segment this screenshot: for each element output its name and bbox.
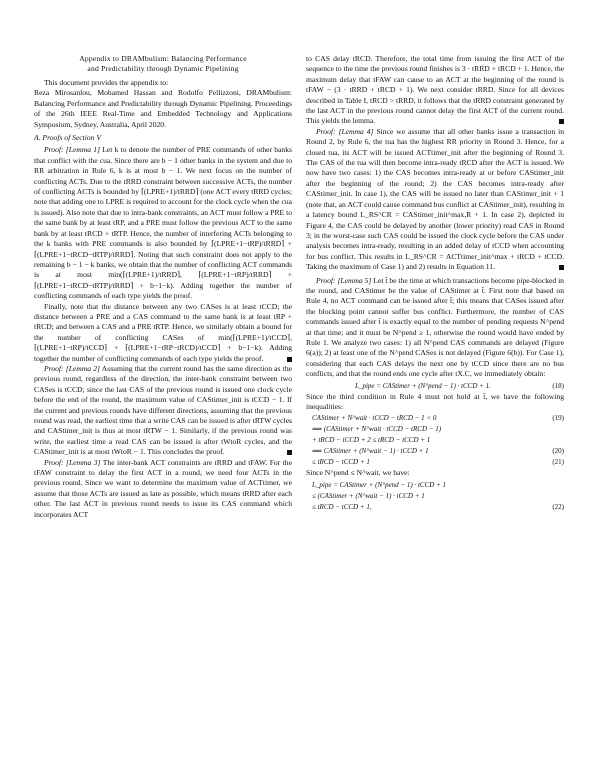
equation-19-line <box>306 413 564 423</box>
equation-18 <box>306 381 564 391</box>
left-column <box>34 54 292 520</box>
proof-head: Proof: [Lemma 5] <box>316 275 372 285</box>
equation-expr: L_pipe = CAStimer + (N^pend − 1) · tCCD + 1 <box>312 480 447 489</box>
qed-symbol <box>559 265 564 270</box>
equation-22-line <box>306 491 564 501</box>
equation-expr: ⟹ CAStimer + (N^wait − 1) · tCCD + 1 <box>312 447 429 456</box>
proof-head: Proof: [Lemma 1] <box>44 145 101 155</box>
equation-expr: ≤ tRCD − tCCD + 1 <box>312 458 370 467</box>
equation-expr: CAStimer + N^wait · tCCD − tRCD − 1 < 0 <box>312 414 437 423</box>
text-after-eq18: Since the third condition in Rule 4 must not hold at t̂, we have the following inequalities: <box>306 391 564 411</box>
equation-22 <box>306 502 564 512</box>
intro-citation: Reza Mirosanlou, Mohamed Hassan and Rodolfo Pellizzoni, DRAMbulism: Balancing Performance and Predictability through Dynamic Pipelining. Proceedings of the 26th IEEE Real-Time and Embedded Technology and Applications Symposium, Sydney, Australia, April 2020. <box>34 88 292 129</box>
equation-number: (19) <box>552 414 564 423</box>
equation-number: (18) <box>552 381 564 390</box>
paragraph-text: The inter-bank ACT constraints are tRRD and tFAW. For the tFAW constraint to delay the first ACT in a round, we need four ACTs in the previous round. Since we want to determine the maximum value of ACTtimer, we assume that those ACTs are issued as late as possible, which means tRRD after each other. The last ACT in previous round needs to issue its CAS command which incorporates ACT <box>34 457 292 519</box>
paragraph-text: Let k to denote the number of PRE commands of other banks that conflict with the cua. Since there are b − 1 other banks in the system and due to RR arbitration in Rule 6, k is at most b − 1. We next focus on the number of conflicting ACTs. Due to the tRRD constraint between successive ACTs, the number of conflicting ACTs is bounded by ⌈(LPRE+1)/tRRD⌉ (one ACT every tRRD cycles; note that adding one to LPRE is required to account for the clock cycle when the cua is issued). Also note that due to intra-bank constraints, an ACT must follow a PRE to the same bank by at least tRP, and a PRE must follow the previous ACT to the same bank by at least tRCD + tRTP. Hence, the number of interfering ACTs belonging to the k banks with PRE commands is also bounded by ⌈(LPRE+1−tRP)/tRRD⌉ + ⌈(LPRE+1−tRCD−tRTP)/tRRD⌉. Noting that such constraint does not apply to the remaining b − 1 − k banks, we obtain that the number of conflicting ACT commands is at most min(⌈(LPRE+1)/tRRD⌉, ⌈(LPRE+1−tRP)/tRRD⌉ + ⌈(LPRE+1−tRCD−tRTP)/tRRD⌉ + b−1−k). Adding together the number of conflicting commands of each type yields the proof. <box>34 145 292 301</box>
title-line-1: Appendix to DRAMbulism: Balancing Performance <box>79 54 247 63</box>
proof-head: Proof: [Lemma 3] <box>44 457 101 467</box>
equation-19-line <box>306 424 564 434</box>
appendix-title <box>34 54 292 74</box>
equation-22-line <box>306 480 564 490</box>
qed-symbol <box>559 119 564 124</box>
equation-expr: ≤ (CAStimer + (N^wait − 1) · tCCD + 1 <box>312 491 425 500</box>
proof-head: Proof: [Lemma 4] <box>316 126 374 136</box>
equation-expr: L_pipe = CAStimer + (N^pend − 1) · tCCD + 1. <box>355 381 491 390</box>
equation-20 <box>306 446 564 456</box>
left-paragraph <box>34 458 292 520</box>
paragraph-text: Assuming that the current round has the same direction as the previous round, regardless of the direction, the inter-bank constraint between two CASes is tCCD; since the last CAS of the previous round is issued one clock cycle before the end of the round, the maximum value of CAStimer_init is tCCD − 1. If the current and previous rounds have different directions, assuming that the previous round was read, the earliest time that a write CAS can be issued is after tRTW cycles and CAStimer_init is thus at most tRTW − 1. Similarly, if the previous round was write, the earliest time a read CAS can be issued is after tWtoR cycles, and the CAStimer_init is at most tWtoR − 1. This concludes the proof. <box>34 363 292 457</box>
paragraph-text: Let t̂ be the time at which transactions become pipe-blocked in the round, and CAStimer be the value of CAStimer at t̂. First note that based on Rule 4, no ACT command can be issued after t̂; this means that CASes issued after the blocking point cannot suffer bus conflict. Furthermore, the number of CAS commands issued after t̂ is exactly equal to the number of pending requests N^pend at that time; and it must be N^pend ≥ 1, otherwise the round would have ended by Rule 1. We analyze two cases: 1) all N^pend CAS commands are delayed (Figure 6(a)); 2) at least one of the N^pend CASes is not delayed (Figure 6(b)). For Case 1), considering that each CAS delays the next one by tCCD since there are no bus conflicts, and that the round ends one cycle after tX.C, we immediately obtain: <box>306 275 564 379</box>
paragraph-text: to CAS delay tRCD. Therefore, the total time from issuing the first ACT of the sequence to the time the previous round finishes is 3 · tRRD + tRCD + 1. Hence, the maximum delay that tFAW can cause to an ACT at the beginning of the round is tFAW − (3 · tRRD + tRCD + 1). We next consider tRRD. Since for all devices described in Table I, tRCD > tRRD, it follows that the tRRD constraint generated by the last ACT in the previous round cannot delay the first ACT of the current round. This yields the lemma. <box>306 54 564 126</box>
equation-19-line <box>306 435 564 445</box>
equation-expr: + tRCD − tCCD + 2 ≤ tRCD − tCCD + 1 <box>312 436 431 445</box>
equation-expr: ≤ tRCD − tCCD + 1, <box>312 502 372 511</box>
paragraph-text: Since we assume that all other banks issue a transaction in Round 2, by Rule 6, the tua has the highest RR priority in Round 3. Hence, for a closed tua, its ACT will be issued ACTtimer_init after the beginning of Round 3. The CAS of the tua will then become intra-ready tRCD after the ACT is issued. We now have two cases: 1) the CAS becomes intra-ready at or before CAStimer_init after the beginning of the round; 2) the CAS becomes intra-ready after CAStimer_init. In case 1), the CAS will be issued no later than CAStimer_init + 1 (note that, an ACT could cause command bus conflict at CAStimer_init), resulting in a latency bound L_RS^CR = CAStimer_init^max,R + 1. In case 2), depicted in Figure 4, the CAS could be delayed by another (lower priority) read CAS in Round 3; in the worst-case such CAS could be issued the clock cycle before the CAS under analysis becomes intra-ready, resulting in an added delay of tCCD when accounting for bus conflict. This results in L_RS^CR = ACTtimer_init^max + tRCD + tCCD. Taking the maximum of Case 1) and 2) results in Equation 11. <box>306 126 564 272</box>
equation-expr: ⟹ (CAStimer + N^wait · tCCD − tRCD − 1) <box>312 425 442 434</box>
left-paragraph <box>34 364 292 458</box>
equation-number: (21) <box>552 458 564 467</box>
left-paragraph <box>34 145 292 301</box>
qed-symbol <box>287 450 292 455</box>
right-paragraph <box>306 54 564 127</box>
paragraph-text: Finally, note that the distance between any two CASes is at least tCCD; the distance between a PRE and a CAS command to the same bank is at least tRP + tRCD; and between a CAS and a PRE tRTP. Hence, we similarly obtain a bound for the number of conflicting CASes of min(⌈(LPRE+1)/tCCD⌉, ⌈(LPRE+1−tRP)/tCCD⌉ + ⌈(LPRE+1−tRP−tRCD)/tCCD⌉ + b−1−k). Adding together the number of conflicting commands of each type yields the proof. <box>34 301 292 363</box>
qed-symbol <box>287 357 292 362</box>
section-heading: A. Proofs of Section V <box>34 133 101 143</box>
right-paragraph <box>306 127 564 273</box>
equation-21 <box>306 457 564 467</box>
text-since: Since N^pend ≤ N^wait, we have: <box>306 468 410 478</box>
proof-head: Proof: [Lemma 2] <box>44 363 100 373</box>
intro-notice: This document provides the appendix to: <box>44 78 169 87</box>
right-paragraph <box>306 276 564 380</box>
equation-number: (20) <box>552 447 564 456</box>
title-line-2: and Predictability through Dynamic Pipelining <box>87 64 239 73</box>
left-paragraph <box>34 302 292 364</box>
right-column <box>306 54 564 513</box>
equation-number: (22) <box>552 502 564 511</box>
